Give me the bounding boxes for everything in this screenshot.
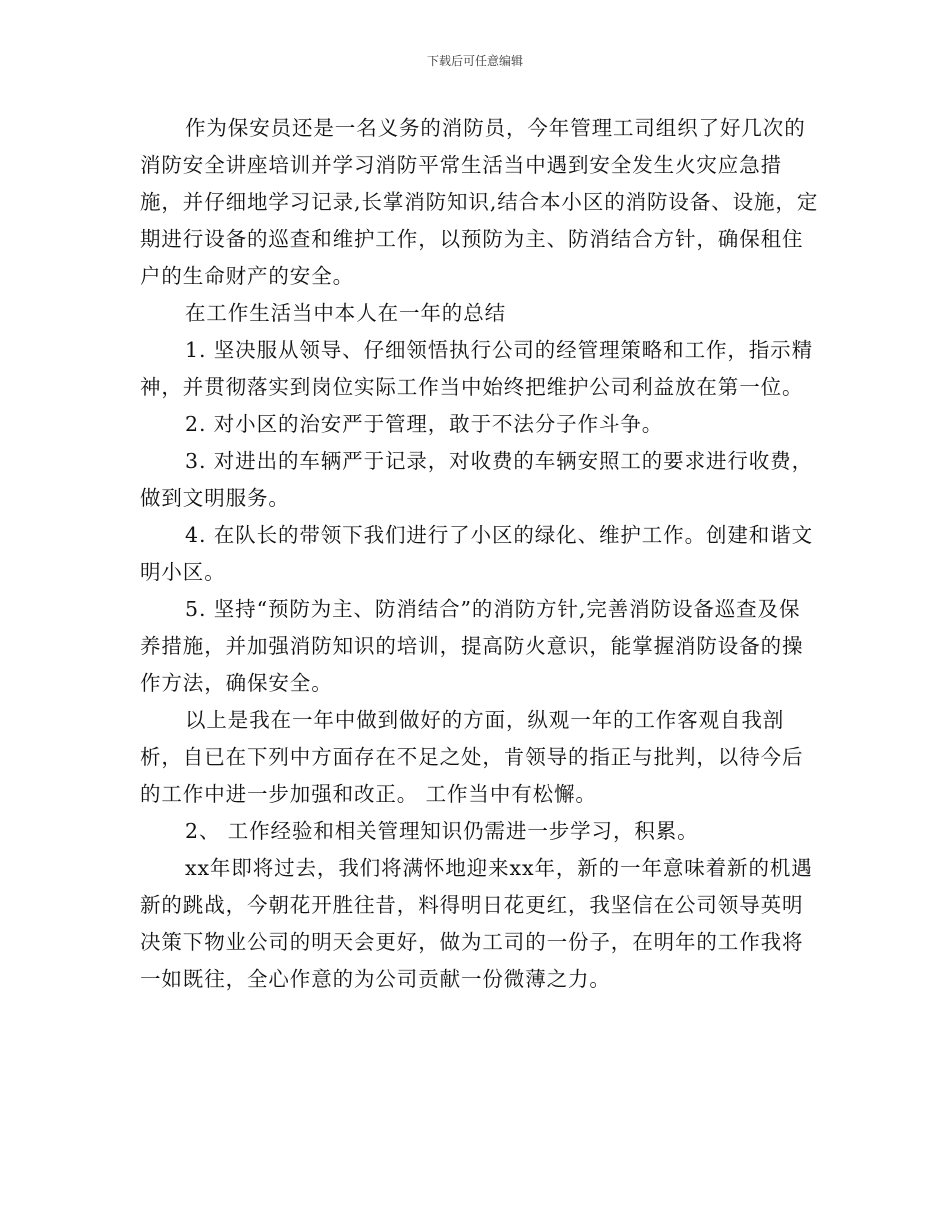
paragraph-item-3: 3. 对进出的车辆严于记录，对收费的车辆安照工的要求进行收费，做到文明服务。 [140,449,813,510]
paragraph-summary-heading: 在工作生活当中本人在一年的总结 [185,301,506,325]
paragraph-item-5: 5. 坚持“预防为主、防消结合”的消防方针,完善消防设备巡查及保养措施，并加强消防知识的培训，提高防火意识，能掌握消防设备的操作方法，确保安全。 [140,597,804,695]
paragraph-item-2: 2. 对小区的治安严于管理，敢于不法分子作斗争。 [185,412,664,436]
paragraph-outlook: xx年即将过去，我们将满怀地迎来xx年，新的一年意味着新的机遇新的跳战，今朝花开胜往昔，料得明日花更红，我坚信在公司领导英明决策下物业公司的明天会更好，做为工司的一份子，在明年的工作我将一如既往，全心作意的为公司贡献一份微薄之力。 [140,856,813,991]
paragraph-item-4: 4. 在队长的带领下我们进行了小区的绿化、维护工作。创建和谐文明小区。 [140,523,813,584]
paragraph-fire-safety: 作为保安员还是一名义务的消防员，今年管理工司组织了好几次的消防安全讲座培训并学习消防平常生活当中遇到安全发生火灾应急措施，并仔细地学习记录,长掌消防知识,结合本小区的消防设备、设施，定期进行设备的巡查和维护工作，以预防为主、防消结合方针，确保租住户的生命财产的安全。 [140,116,819,288]
paragraph-item-1: 1. 坚决服从领导、仔细领悟执行公司的经管理策略和工作，指示精神，并贯彻落实到岗位实际工作当中始终把维护公司利益放在第一位。 [140,338,813,399]
paragraph-improvement: 2、 工作经验和相关管理知识仍需进一步学习，积累。 [185,819,699,843]
document-body [140,110,820,998]
page-header: 下载后可任意编辑 [426,54,523,68]
paragraph-self-review: 以上是我在一年中做到做好的方面，纵观一年的工作客观自我剖析，自已在下列中方面存在不足之处，肯领导的指正与批判，以待今后的工作中进一步加强和改正。 工作当中有松懈。 [140,708,804,806]
